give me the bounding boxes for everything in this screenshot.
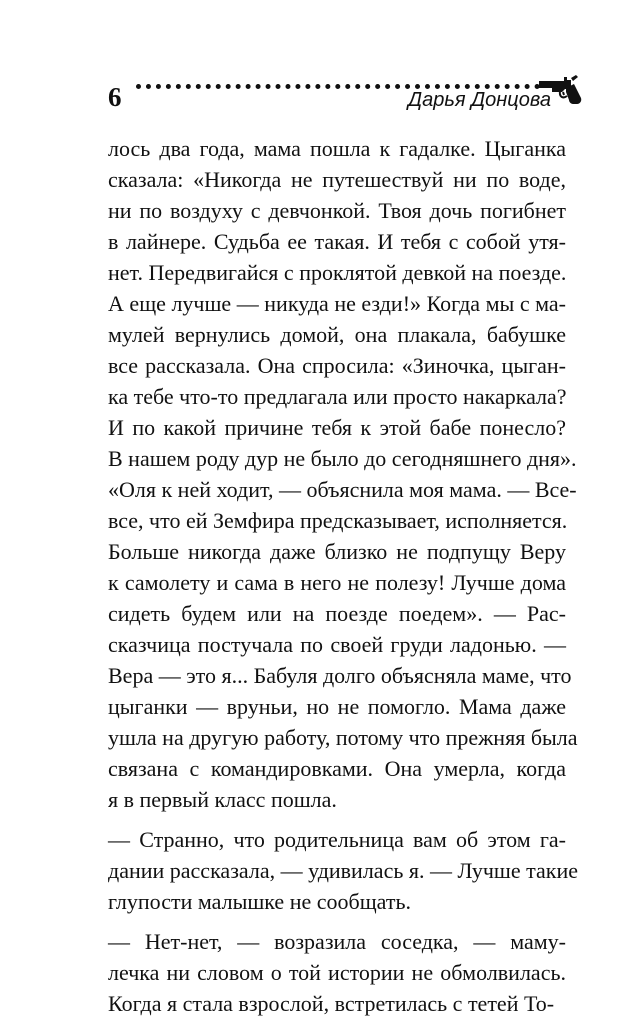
text-line: — Нет-нет, — возразила соседка, — маму- xyxy=(108,929,566,954)
text-line: — Странно, что родительница вам об этом га- xyxy=(108,827,566,852)
text-line: Вера — это я... Бабуля долго объясняла маме, что xyxy=(108,663,572,688)
paragraph xyxy=(108,133,578,815)
paragraph-gap xyxy=(108,917,566,926)
text-line: Больше никогда даже близко не подпущу Веру xyxy=(108,539,566,564)
text-line: А еще лучше — никуда не езди!» Когда мы с ма- xyxy=(108,291,566,316)
text-line: сказчица постучала по своей груди ладонью. — xyxy=(108,632,566,657)
text-line: ка тебе что-то предлагала или просто накаркала? xyxy=(108,384,567,409)
text-line: мулей вернулись домой, она плакала, бабушке xyxy=(108,322,566,347)
text-line: Когда я стала взрослой, встретилась с тетей То- xyxy=(108,991,555,1016)
text-line: сказала: «Никогда не путешествуй ни по воде, xyxy=(108,167,566,192)
text-line: связана с командировками. Она умерла, когда xyxy=(108,756,566,781)
text-line: все рассказала. Она спросила: «Зиночка, цыган- xyxy=(108,353,566,378)
page-number: 6 xyxy=(108,82,122,112)
text-line: лось два года, мама пошла к гадалке. Цыганка xyxy=(108,136,566,161)
text-line: в лайнере. Судьба ее такая. И тебя с собой утя- xyxy=(108,229,566,254)
text-line: глупости малышке не сообщать. xyxy=(108,889,411,914)
text-line: цыганки — вруньи, но не помогло. Мама даже xyxy=(108,694,566,719)
text-line: к самолету и сама в него не полезу! Лучше дома xyxy=(108,570,566,595)
running-header-author: Дарья Донцова xyxy=(408,89,551,111)
text-line: И по какой причине тебя к этой бабе понесло? xyxy=(108,415,566,440)
text-line: я в первый класс пошла. xyxy=(108,787,337,812)
running-header xyxy=(108,70,584,114)
paragraph xyxy=(108,926,566,1019)
text-line: нет. Передвигайся с проклятой девкой на поезде. xyxy=(108,260,567,285)
paragraph xyxy=(108,824,579,917)
body-text xyxy=(108,133,579,1019)
text-line: дании рассказала, — удивилась я. — Лучше такие xyxy=(108,858,579,883)
revolver-icon xyxy=(538,72,584,106)
text-line: все, что ей Земфира предсказывает, исполняется. xyxy=(108,508,568,533)
text-line: В нашем роду дур не было до сегодняшнего дня». xyxy=(108,446,577,471)
text-line: лечка ни словом о той истории не обмолвилась. xyxy=(108,960,566,985)
text-line: ушла на другую работу, потому что прежняя была xyxy=(108,725,578,750)
text-line: ни по воздуху с девчонкой. Твоя дочь погибнет xyxy=(108,198,566,223)
text-line: сидеть будем или на поезде поедем». — Рас- xyxy=(108,601,566,626)
paragraph-gap xyxy=(108,815,566,824)
text-line: «Оля к ней ходит, — объяснила моя мама. — Все- xyxy=(108,477,577,502)
